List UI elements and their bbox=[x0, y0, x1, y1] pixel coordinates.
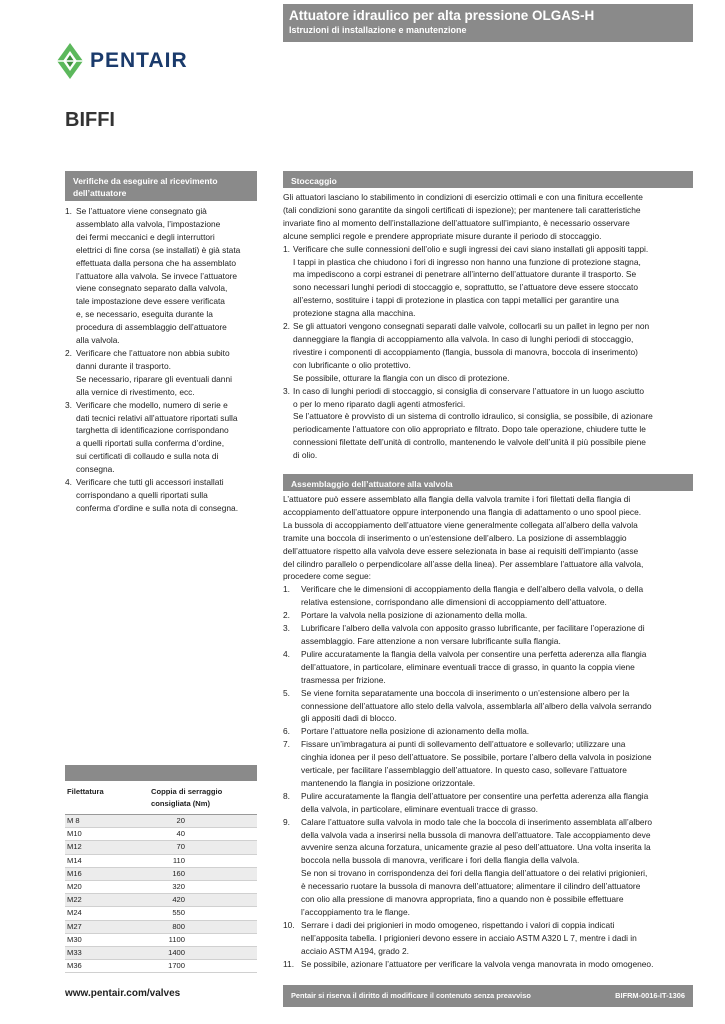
torque-table-row bbox=[65, 867, 257, 880]
verifiche-item-line: Verificare che l’attuatore non abbia subito bbox=[76, 347, 230, 358]
torque-table-row bbox=[65, 920, 257, 933]
assemblaggio-item-line: con olio alla pressione di manovra appropriata, fino a quando non è possibile effettuare bbox=[301, 894, 624, 905]
document-title: Attuatore idraulico per alta pressione OLGAS-H bbox=[289, 8, 595, 23]
stoccaggio-intro-line: (tali condizioni sono garantite da singoli certificati di ispezione); per mantenere tali caratteristiche bbox=[283, 204, 641, 215]
torque-cell: 70 bbox=[149, 841, 257, 854]
verifiche-item-number: 4. bbox=[65, 477, 72, 488]
footer-bar bbox=[283, 985, 693, 1007]
verifiche-item-line: Verificare che modello, numero di serie e bbox=[76, 399, 228, 410]
assemblaggio-item-line: assemblaggio. Fare attenzione a non versare lubrificante sulla flangia. bbox=[301, 635, 561, 646]
stoccaggio-intro bbox=[283, 191, 695, 243]
torque-header-line-1: Coppia di serraggio bbox=[151, 787, 223, 796]
verifiche-item-line: Verificare che tutti gli accessori installati bbox=[76, 477, 224, 488]
stoccaggio-item-text bbox=[293, 244, 648, 319]
verifiche-heading: Verifiche da eseguire al ricevimento dell’attuatore bbox=[65, 171, 257, 201]
document-header bbox=[283, 4, 693, 42]
document-code: BIFRM-0016-IT-1306 bbox=[615, 991, 685, 1000]
assemblaggio-item-line: Fissare un’imbragatura ai punti di sollevamento dell’attuatore e sollevarlo; utilizzare una bbox=[301, 739, 626, 750]
thread-cell: M36 bbox=[65, 960, 149, 973]
assemblaggio-item-line: Pulire accuratamente la flangia dell’attuatore per consentire una perfetta aderenza alla flangia bbox=[301, 790, 649, 801]
assemblaggio-item-text bbox=[301, 817, 652, 917]
assemblaggio-item bbox=[283, 919, 695, 958]
stoccaggio-item-line: danneggiare la flangia di accoppiamento alla valvola. In caso di lunghi periodi di stoccaggio, bbox=[293, 333, 634, 344]
torque-cell: 110 bbox=[149, 854, 257, 867]
assemblaggio-item-text bbox=[301, 920, 637, 956]
verifiche-item-number: 1. bbox=[65, 206, 72, 216]
assemblaggio-item-line: Serrare i dadi dei prigionieri in modo omogeneo, rispettando i valori di coppia indicati bbox=[301, 919, 615, 930]
verifiche-item-line: corrispondano a quelli riportati sulla bbox=[76, 489, 208, 500]
verifiche-item-line: elettrici di fine corsa (se installati) è già stata bbox=[76, 244, 241, 255]
stoccaggio-item-line: In caso di lunghi periodi di stoccaggio, si consiglia di conservare l’attuatore in un luogo asciutto bbox=[293, 385, 645, 396]
torque-table-row bbox=[65, 841, 257, 854]
torque-cell: 420 bbox=[149, 894, 257, 907]
torque-table-row bbox=[65, 854, 257, 867]
torque-cell: 550 bbox=[149, 907, 257, 920]
assemblaggio-item-line: Portare l’attuatore nella posizione di azionamento della molla. bbox=[301, 726, 530, 737]
assemblaggio-item bbox=[283, 609, 695, 622]
assemblaggio-item-number: 6. bbox=[283, 726, 290, 737]
assemblaggio-item-number: 3. bbox=[283, 623, 290, 634]
pentair-logo bbox=[55, 41, 215, 81]
verifiche-item-line: Se necessario, riparare gli eventuali danni bbox=[76, 373, 232, 384]
stoccaggio-item-line: di olio. bbox=[293, 450, 318, 461]
assemblaggio-item-line: Se viene fornita separatamente una boccola di inserimento o un’estensione albero per la bbox=[301, 687, 630, 698]
torque-table-row bbox=[65, 881, 257, 894]
torque-table-row bbox=[65, 894, 257, 907]
torque-cell: 320 bbox=[149, 881, 257, 894]
torque-cell: 1400 bbox=[149, 947, 257, 960]
verifiche-item-number: 3. bbox=[65, 399, 72, 410]
torque-table bbox=[65, 783, 257, 973]
verifiche-item-line: e, se necessario, eseguita durante la bbox=[76, 309, 213, 320]
stoccaggio-item-line: rivestire i componenti di accoppiamento (flangia, bussola di manovra, boccola di inserimento) bbox=[293, 346, 638, 357]
assemblaggio-item-line: della valvola, in particolare, eliminare eventuali tracce di grasso. bbox=[301, 803, 538, 814]
assemblaggio-item-line: cinghia idonea per il peso dell’attuatore. Se possibile, portare l’albero della valvola in posizione bbox=[301, 752, 652, 763]
verifiche-item-line: l’attuatore alla valvola. Se invece l’attuatore bbox=[76, 270, 238, 281]
stoccaggio-item-line: o per lo meno riparato dagli agenti atmosferici. bbox=[293, 398, 466, 409]
assemblaggio-item-number: 5. bbox=[283, 687, 290, 698]
assemblaggio-list bbox=[283, 583, 695, 970]
verifiche-item bbox=[65, 476, 260, 515]
torque-table-row bbox=[65, 933, 257, 946]
assemblaggio-item-line: Lubrificare l’albero della valvola con apposito grasso lubrificante, per facilitare l’operazione di bbox=[301, 623, 645, 634]
torque-cell: 40 bbox=[149, 828, 257, 841]
torque-table-row bbox=[65, 960, 257, 973]
verifiche-item-text bbox=[76, 206, 240, 345]
stoccaggio-intro-line: alcune semplici regole e prendere appropriate misure durante il periodo di stoccaggio. bbox=[283, 230, 602, 241]
assemblaggio-item bbox=[283, 725, 695, 738]
torque-column-header bbox=[149, 783, 257, 815]
assemblaggio-intro-line: L’attuatore può essere assemblato alla flangia della valvola tramite i fori filettati della flangia di bbox=[283, 494, 631, 504]
verifiche-item-line: a quelli riportati sulla conferma d’ordine, bbox=[76, 438, 225, 449]
torque-table-body bbox=[65, 815, 257, 973]
footer-notice: Pentair si riserva il diritto di modificare il contenuto senza preavviso bbox=[291, 991, 531, 1000]
assemblaggio-item bbox=[283, 816, 695, 919]
torque-table-header-row bbox=[65, 783, 257, 815]
assemblaggio-item-number: 11. bbox=[283, 958, 295, 969]
stoccaggio-item-line: I tappi in plastica che chiudono i fori di ingresso non hanno una funzione di protezione stagna, bbox=[293, 256, 641, 267]
torque-cell: 1100 bbox=[149, 933, 257, 946]
verifiche-item-text bbox=[76, 348, 232, 397]
stoccaggio-item-line: ma impediscono a corpi estranei di penetrare all’interno dell’attuatore durante il trasporto. Se bbox=[293, 269, 637, 280]
torque-cell: 20 bbox=[149, 815, 257, 828]
assemblaggio-item bbox=[283, 790, 695, 816]
assemblaggio-intro bbox=[283, 493, 695, 583]
assemblaggio-item-text bbox=[301, 584, 643, 607]
assemblaggio-body bbox=[283, 493, 695, 971]
assemblaggio-item-line: boccola nella bussola di manovra, verificare i fori della flangia della valvola. bbox=[301, 855, 580, 866]
pentair-logo-icon bbox=[55, 41, 85, 81]
assemblaggio-item-text bbox=[301, 959, 653, 969]
thread-cell: M20 bbox=[65, 881, 149, 894]
verifiche-item-line: conferma d’ordine e sulla nota di consegna. bbox=[76, 502, 239, 513]
thread-column-header: Filettatura bbox=[65, 783, 149, 815]
stoccaggio-item-text bbox=[293, 321, 649, 383]
verifiche-item-line: consegna. bbox=[76, 464, 115, 475]
verifiche-item bbox=[65, 399, 260, 476]
verifiche-item-line: effettuata dalla persona che ha assemblato bbox=[76, 257, 237, 268]
assemblaggio-item-line: dell’attuatore, in particolare, eliminare eventuali tracce di grasso, in quanto la coppia viene bbox=[301, 661, 635, 672]
stoccaggio-item-line: sono necessari lunghi periodi di stoccaggio e, soprattutto, se l’attuatore deve essere stoccato bbox=[293, 282, 638, 293]
stoccaggio-item bbox=[283, 320, 695, 385]
assemblaggio-item bbox=[283, 648, 695, 687]
assemblaggio-item-text bbox=[301, 739, 652, 788]
brand-name: BIFFI bbox=[65, 109, 115, 131]
assemblaggio-item bbox=[283, 622, 695, 648]
verifiche-item bbox=[65, 205, 260, 347]
verifiche-item-text bbox=[76, 400, 238, 475]
stoccaggio-item-line: protezione stagna alla macchina. bbox=[293, 308, 416, 319]
stoccaggio-item-line: con lubrificante o olio protettivo. bbox=[293, 359, 411, 370]
assemblaggio-item-text bbox=[301, 791, 648, 814]
assemblaggio-item-number: 8. bbox=[283, 790, 290, 801]
assemblaggio-item-line: relativa estensione, corrispondano alle dimensioni di accoppiamento dell’attuatore. bbox=[301, 597, 607, 608]
verifiche-item-line: danni durante il trasporto. bbox=[76, 360, 171, 371]
thread-cell: M14 bbox=[65, 854, 149, 867]
assemblaggio-item-line: trasmessa per frizione. bbox=[301, 674, 386, 685]
assemblaggio-intro-line: procedere come segue: bbox=[283, 571, 371, 582]
torque-cell: 160 bbox=[149, 867, 257, 880]
torque-table-row bbox=[65, 947, 257, 960]
stoccaggio-item-line: Se l’attuatore è provvisto di un sistema di controllo idraulico, si consiglia, se possibile, di azionare bbox=[293, 411, 653, 422]
torque-table-row bbox=[65, 828, 257, 841]
stoccaggio-heading: Stoccaggio bbox=[283, 171, 693, 188]
assemblaggio-item-line: Se non si trovano in corrispondenza dei fori della flangia dell’attuatore o dei relativi prigionieri, bbox=[301, 868, 648, 879]
assemblaggio-item-number: 4. bbox=[283, 648, 290, 659]
assemblaggio-item-line: Verificare che le dimensioni di accoppiamento della flangia e dell’albero della valvola, o della bbox=[301, 584, 644, 595]
verifiche-item-line: sui certificati di collaudo e sulla nota di bbox=[76, 451, 219, 462]
assemblaggio-item-text bbox=[301, 688, 652, 724]
stoccaggio-item-number: 2. bbox=[283, 321, 290, 332]
assemblaggio-item-line: della valvola vada a inserirsi nella bussola di manovra dell’attuatore. Tale accoppiamento deve bbox=[301, 829, 651, 840]
thread-cell: M24 bbox=[65, 907, 149, 920]
assemblaggio-item-text bbox=[301, 649, 646, 685]
stoccaggio-item-number: 3. bbox=[283, 385, 290, 396]
stoccaggio-item-line: periodicamente l’attuatore con olio appropriato e filtrato. Dopo tale operazione, chiudere tutte le bbox=[293, 424, 646, 435]
verifiche-item-line: procedura di assemblaggio dell’attuatore bbox=[76, 322, 227, 333]
verifiche-item-line: targhetta di identificazione corrispondano bbox=[76, 425, 229, 436]
stoccaggio-item-line: connessioni filettate dell’unità di controllo, mantenendo le valvole dell’unità il più possibile piene bbox=[293, 437, 646, 448]
assemblaggio-item-line: mantenendo la flangia in posizione orizzontale. bbox=[301, 777, 476, 788]
stoccaggio-item-line: Se possibile, otturare la flangia con un disco di protezione. bbox=[293, 372, 510, 383]
stoccaggio-intro-line: invariate fino al momento dell’installazione dell’attuatore sull’impianto, è necessario osservare bbox=[283, 217, 630, 228]
stoccaggio-item-line: Se gli attuatori vengono consegnati separati dalle valvole, collocarli su un pallet in legno per non bbox=[293, 321, 650, 332]
assemblaggio-item-line: Calare l’attuatore sulla valvola in modo tale che la boccola di inserimento assemblata all’albero bbox=[301, 816, 653, 827]
logo-wordmark: PENTAIR bbox=[90, 49, 188, 72]
torque-header-line-2: consigliata (Nm) bbox=[151, 799, 211, 808]
torque-table-banner bbox=[65, 765, 257, 781]
assemblaggio-item bbox=[283, 583, 695, 609]
torque-cell: 1700 bbox=[149, 960, 257, 973]
verifiche-item-line: alla valvola. bbox=[76, 335, 120, 346]
thread-cell: M10 bbox=[65, 828, 149, 841]
verifiche-item bbox=[65, 347, 260, 399]
thread-cell: M22 bbox=[65, 894, 149, 907]
assemblaggio-item-line: Portare la valvola nella posizione di azionamento della molla. bbox=[301, 610, 528, 621]
torque-table-row bbox=[65, 907, 257, 920]
stoccaggio-item-line: all’esterno, sostituire i tappi di protezione in plastica con tappi metallici per garantire una bbox=[293, 295, 619, 306]
assemblaggio-item-text bbox=[301, 623, 645, 646]
verifiche-item-line: dei fermi meccanici e degli interruttori bbox=[76, 231, 215, 242]
assemblaggio-item-number: 9. bbox=[283, 816, 290, 827]
document-subtitle: Istruzioni di installazione e manutenzione bbox=[289, 25, 467, 35]
thread-cell: M 8 bbox=[65, 815, 149, 828]
stoccaggio-intro-line: Gli attuatori lasciano lo stabilimento in condizioni di esercizio ottimali e con una finitura eccellente bbox=[283, 192, 643, 202]
assemblaggio-heading: Assemblaggio dell’attuatore alla valvola bbox=[283, 474, 693, 491]
stoccaggio-body bbox=[283, 191, 695, 462]
stoccaggio-list bbox=[283, 243, 695, 462]
stoccaggio-item-line: Verificare che sulle connessioni dell’olio e sugli ingressi dei cavi siano installati gli appositi tappi. bbox=[293, 243, 649, 254]
thread-cell: M16 bbox=[65, 867, 149, 880]
assemblaggio-item-text bbox=[301, 610, 527, 620]
thread-cell: M12 bbox=[65, 841, 149, 854]
assemblaggio-item-line: Pulire accuratamente la flangia della valvola per consentire una perfetta aderenza alla flangia bbox=[301, 648, 647, 659]
torque-table-row bbox=[65, 815, 257, 828]
thread-cell: M33 bbox=[65, 947, 149, 960]
assemblaggio-item-line: gli appositi dadi di blocco. bbox=[301, 713, 397, 724]
assemblaggio-item-number: 10. bbox=[283, 919, 295, 930]
assemblaggio-item-line: Se possibile, azionare l’attuatore per verificare la valvola venga manovrata in modo omogeneo. bbox=[301, 958, 654, 969]
assemblaggio-item-line: avvenire senza alcuna forzatura, unicamente grazie al peso dell’attuatore. Una volta inserita la bbox=[301, 842, 651, 853]
verifiche-item-line: tale impostazione deve essere verificata bbox=[76, 296, 225, 307]
footer-url[interactable]: www.pentair.com/valves bbox=[65, 988, 181, 999]
assemblaggio-item-line: l’accoppiamento tra le flange. bbox=[301, 907, 410, 917]
assemblaggio-intro-line: accoppiamento dell’attuatore oppure interponendo una flangia di adattamento o uno spool piece. bbox=[283, 506, 642, 517]
assemblaggio-item-number: 7. bbox=[283, 739, 290, 750]
verifiche-item-line: Se l’attuatore viene consegnato già bbox=[76, 206, 207, 216]
stoccaggio-item-text bbox=[293, 386, 653, 461]
verifiche-item-number: 2. bbox=[65, 347, 72, 358]
stoccaggio-item bbox=[283, 385, 695, 462]
assemblaggio-item bbox=[283, 687, 695, 726]
assemblaggio-item-number: 2. bbox=[283, 610, 290, 621]
assemblaggio-item-number: 1. bbox=[283, 584, 290, 595]
torque-cell: 800 bbox=[149, 920, 257, 933]
verifiche-item-line: viene consegnato separato dalla valvola, bbox=[76, 283, 228, 294]
thread-cell: M27 bbox=[65, 920, 149, 933]
stoccaggio-item-number: 1. bbox=[283, 243, 290, 254]
assemblaggio-item-line: nell’apposita tabella. I prigionieri devono essere in acciaio ASTM A320 L 7, mentre i dadi in bbox=[301, 932, 637, 943]
assemblaggio-item bbox=[283, 738, 695, 790]
assemblaggio-intro-line: del cilindro parallelo o perpendicolare all’asse della linea). Per assemblare l’attuatore alla valvola, bbox=[283, 558, 644, 569]
assemblaggio-item bbox=[283, 958, 695, 971]
stoccaggio-item bbox=[283, 243, 695, 320]
verifiche-item-line: assemblato alla valvola, l’impostazione bbox=[76, 218, 221, 229]
assemblaggio-intro-line: dell’attuatore rispetto alla valvola deve essere selezionata in base ai requisiti dell’impianto (asse bbox=[283, 545, 639, 556]
verifiche-item-text bbox=[76, 477, 238, 513]
verifiche-list bbox=[65, 205, 260, 515]
assemblaggio-item-text bbox=[301, 726, 529, 736]
assemblaggio-intro-line: tramite una boccola di inserimento o un’estensione dell’albero. La posizione di assemblaggio bbox=[283, 532, 627, 543]
assemblaggio-item-line: è necessario ruotare la bussola di manovra dell’attuatore; alimentare il cilindro dell’attuatore bbox=[301, 881, 641, 892]
assemblaggio-item-line: acciaio ASTM A194, grado 2. bbox=[301, 945, 410, 956]
assemblaggio-item-line: connessione dell’attuatore allo stelo della valvola, assemblarla all’albero della valvola serrando bbox=[301, 700, 652, 711]
thread-cell: M30 bbox=[65, 933, 149, 946]
assemblaggio-intro-line: La bussola di accoppiamento dell’attuatore viene generalmente collegata all’albero della valvola bbox=[283, 519, 638, 530]
verifiche-item-line: dati tecnici relativi all’attuatore riportati sulla bbox=[76, 412, 238, 423]
verifiche-item-line: alla vernice di rivestimento, ecc. bbox=[76, 386, 195, 397]
assemblaggio-item-line: verticale, per facilitare l’assemblaggio dell’attuatore. In questo caso, sollevare l’attuatore bbox=[301, 765, 627, 776]
